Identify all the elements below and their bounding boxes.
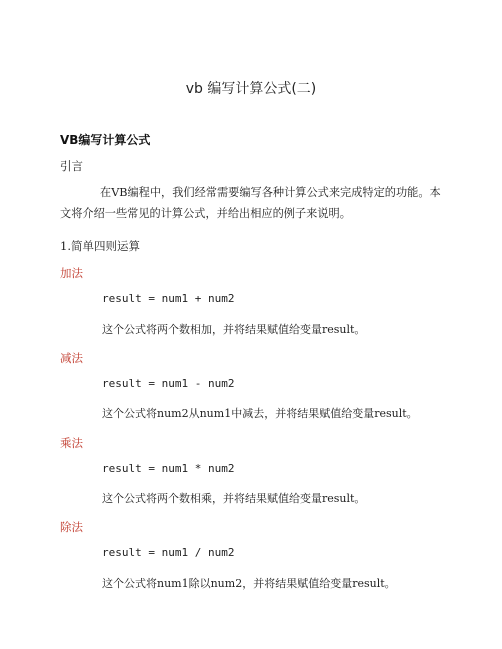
code-line-add: result = num1 + num2 xyxy=(102,292,235,305)
subsection-heading: 1.简单四则运算 xyxy=(60,239,140,253)
description-multiply: 这个公式将两个数相乘，并将结果赋值给变量result。 xyxy=(102,492,366,505)
description-subtract: 这个公式将num2从num1中减去，并将结果赋值给变量result。 xyxy=(102,407,418,420)
section-heading: VB编写计算公式 xyxy=(60,133,151,147)
intro-label: 引言 xyxy=(60,159,83,173)
operation-label-add: 加法 xyxy=(60,266,83,280)
document-title: vb 编写计算公式(二) xyxy=(185,81,317,97)
code-line-multiply: result = num1 * num2 xyxy=(102,462,235,475)
operation-label-multiply: 乘法 xyxy=(60,436,83,450)
description-add: 这个公式将两个数相加，并将结果赋值给变量result。 xyxy=(102,323,366,336)
operation-label-divide: 除法 xyxy=(60,520,83,534)
intro-paragraph: 在VB编程中，我们经常需要编写各种计算公式来完成特定的功能。本文将介绍一些常见的计算公式，并给出相应的例子来说明。 xyxy=(60,186,441,220)
code-line-divide: result = num1 / num2 xyxy=(102,546,235,559)
description-divide: 这个公式将num1除以num2，并将结果赋值给变量result。 xyxy=(102,577,396,590)
code-line-subtract: result = num1 - num2 xyxy=(102,377,235,390)
operation-label-subtract: 减法 xyxy=(60,351,83,365)
